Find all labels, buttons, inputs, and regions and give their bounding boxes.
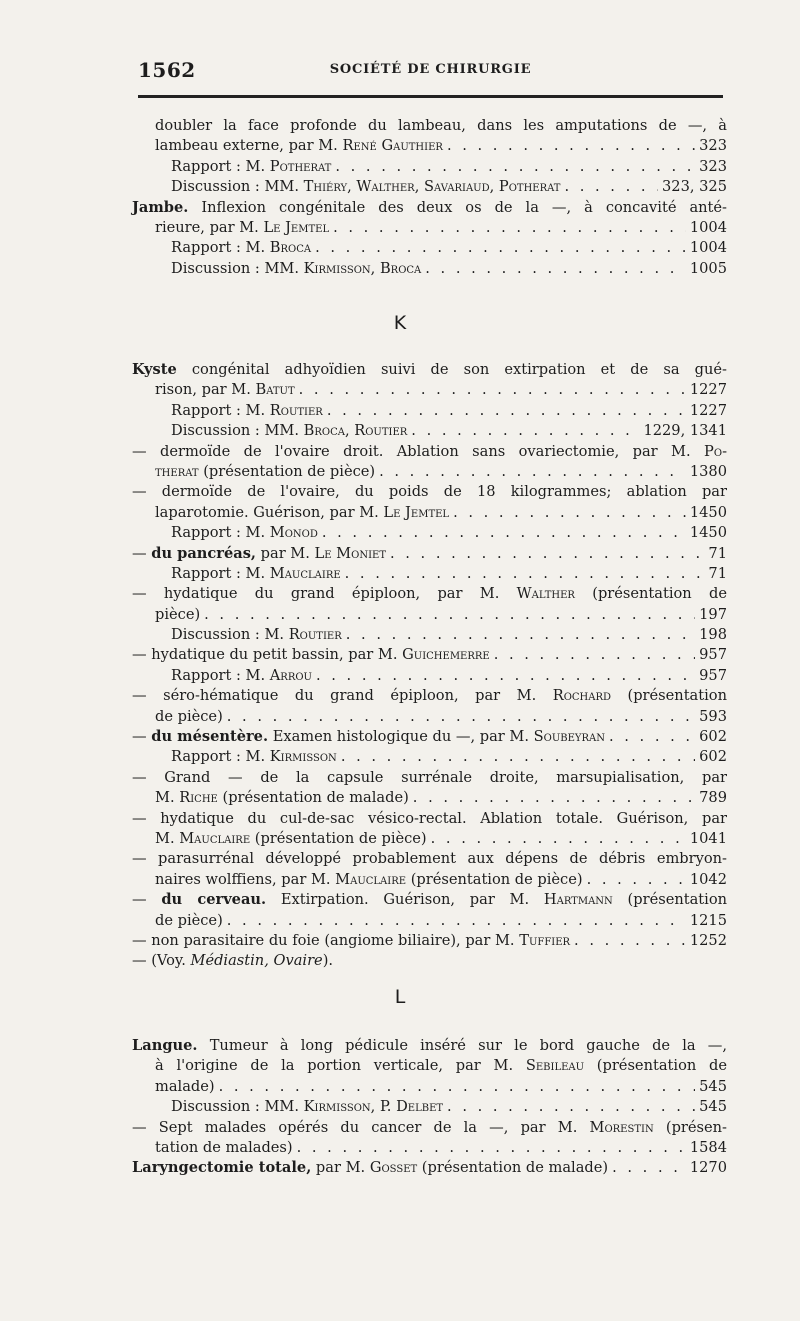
index-line	[132, 136, 727, 156]
author-name: Mauclaire	[269, 564, 341, 582]
leader-dots	[315, 238, 686, 258]
index-line-text	[171, 177, 560, 197]
page-reference: 1005	[689, 259, 727, 277]
index-line-text	[155, 1138, 293, 1158]
entry-text: Discussion : MM.	[171, 422, 304, 440]
index-line-text	[171, 259, 421, 279]
author-name: Guichemerre	[402, 646, 490, 664]
index-line-text	[132, 1158, 608, 1178]
page-reference: 545	[699, 1077, 727, 1095]
author-name: Potherat	[269, 157, 332, 175]
index-line	[132, 1077, 727, 1097]
page-header	[138, 58, 723, 86]
page-reference: 71	[708, 564, 727, 582]
entry-text: Rapport : M.	[171, 564, 270, 582]
index-line-text	[171, 1097, 443, 1117]
author-name: Walther	[516, 585, 575, 603]
entry-text: M.	[155, 829, 180, 847]
index-line	[132, 890, 727, 910]
index-line	[132, 727, 727, 747]
entry-text: Discussion : MM.	[171, 178, 304, 196]
leader-dots	[204, 605, 695, 625]
index-line	[132, 1118, 727, 1138]
page-number: 1562	[138, 58, 196, 82]
entry-text: tation de malades)	[155, 1138, 293, 1156]
leader-dots	[297, 1138, 686, 1158]
index-line-text	[155, 136, 443, 156]
page-reference: 323	[699, 157, 727, 175]
leader-dots	[609, 727, 695, 747]
entry-text: Rapport : M.	[171, 157, 270, 175]
page-reference: 1215	[689, 911, 727, 929]
index-line-text	[132, 361, 727, 378]
page-reference: 1229, 1341	[643, 422, 727, 440]
entry-text: (présentation de malade)	[217, 789, 409, 807]
leader-dots	[322, 523, 686, 543]
leader-dots	[587, 870, 686, 890]
page-reference: 1004	[689, 218, 727, 236]
entry-text: — dermoïde de l'ovaire, du poids de 18 kilogrammes; ablation par	[132, 483, 727, 501]
index-line-text	[155, 117, 727, 134]
author-name: Broca	[269, 239, 312, 257]
entry-text: Rapport : M.	[171, 239, 270, 257]
leader-dots	[431, 829, 686, 849]
index-line-text	[155, 503, 449, 523]
section-letter-l: L	[394, 986, 406, 1008]
author-name: Hartmann	[543, 891, 613, 909]
leader-dots	[447, 136, 695, 156]
author-name: Kirmisson, P. Delbet	[303, 1098, 444, 1116]
entry-text: Discussion : M.	[171, 626, 289, 644]
index-line-text	[171, 157, 331, 177]
entry-text: par M.	[311, 1159, 370, 1177]
index-line	[132, 544, 727, 564]
index-line-text	[171, 401, 323, 421]
entry-text: —	[132, 544, 152, 562]
author-name: Riche	[179, 789, 218, 807]
entry-text: (présentation	[612, 891, 728, 909]
entry-text: — Grand — de la capsule surrénale droite, marsupialisation, par	[132, 768, 727, 786]
entry-text: laparotomie. Guérison, par M.	[155, 503, 384, 521]
author-name: Broca, Routier	[303, 422, 408, 440]
author-name: Sebileau	[525, 1057, 585, 1075]
entry-text: — hydatique du grand épiploon, par M.	[132, 585, 517, 603]
index-line-text	[132, 769, 727, 786]
index-line-text	[155, 462, 375, 482]
author-name: Rochard	[552, 687, 612, 705]
entry-text: (présentation de pièce)	[250, 829, 427, 847]
entries-section-k	[132, 360, 727, 972]
index-line-text	[132, 1037, 727, 1054]
index-line	[132, 238, 727, 258]
index-line	[132, 768, 727, 788]
index-line	[132, 1056, 727, 1076]
entry-keyword: Laryngectomie totale,	[132, 1159, 312, 1177]
index-line-text	[155, 870, 583, 890]
entries-section-j	[132, 116, 727, 279]
index-line-text	[132, 931, 570, 951]
entry-text: (présentation de pièce)	[198, 462, 376, 480]
index-line-text	[132, 443, 727, 460]
entry-text: Rapport : M.	[171, 524, 270, 542]
entry-text: — dermoïde de l'ovaire droit. Ablation sans ovariectomie, par M.	[132, 442, 705, 460]
index-line	[132, 707, 727, 727]
author-name: Arrou	[269, 666, 312, 684]
leader-dots	[413, 788, 695, 808]
entry-text: — séro-hématique du grand épiploon, par M.	[132, 687, 553, 705]
index-line-text	[155, 605, 200, 625]
author-name: Thiéry, Walther, Savariaud, Potherat	[303, 178, 561, 196]
index-line-text	[132, 850, 727, 867]
entry-text: rison, par M.	[155, 381, 256, 399]
index-line	[132, 849, 727, 869]
entry-text: de pièce)	[155, 707, 223, 725]
entry-text: — hydatique du petit bassin, par M.	[132, 646, 403, 664]
index-line-text	[155, 707, 223, 727]
index-line-text	[132, 727, 605, 747]
entry-text: Extirpation. Guérison, par M.	[266, 891, 544, 909]
entry-text: ).	[322, 952, 334, 970]
entry-text: (présentation de	[584, 1057, 727, 1075]
page-reference: 1004	[689, 239, 727, 257]
index-line	[132, 666, 727, 686]
author-name: Batut	[255, 381, 295, 399]
index-line	[132, 259, 727, 279]
index-line	[132, 911, 727, 931]
author-name: René Gauthier	[342, 137, 443, 155]
index-line	[132, 1097, 727, 1117]
entry-text: — non parasitaire du foie (angiome biliaire), par M.	[132, 931, 520, 949]
entry-text: par M.	[256, 544, 315, 562]
page-reference: 593	[699, 707, 727, 725]
leader-dots	[379, 462, 686, 482]
index-line	[132, 747, 727, 767]
index-line-text	[171, 238, 311, 258]
author-name: Gosset	[369, 1159, 418, 1177]
index-line	[132, 1138, 727, 1158]
page-reference: 1450	[689, 503, 727, 521]
index-line-text	[132, 483, 727, 500]
index-line-text	[155, 218, 329, 238]
entry-text: (présentation de malade)	[417, 1159, 609, 1177]
index-line	[132, 809, 727, 829]
leader-dots	[333, 218, 686, 238]
index-line	[132, 686, 727, 706]
entry-text: malade)	[155, 1077, 215, 1095]
page-reference: 323	[699, 137, 727, 155]
index-line-text	[132, 1119, 727, 1136]
author-name: Tuffier	[519, 931, 571, 949]
leader-dots	[425, 259, 686, 279]
index-line	[132, 931, 727, 951]
entry-text: congénital adhyoïdien suivi de son extirpation et de sa gué-	[176, 361, 727, 378]
page-reference: 1380	[689, 462, 727, 480]
leader-dots	[564, 177, 658, 197]
entry-text: Inflexion congénitale des deux os de la —, à concavité anté-	[188, 198, 727, 216]
index-line	[132, 401, 727, 421]
author-name: Mauclaire	[335, 870, 407, 888]
index-line	[132, 421, 727, 441]
index-line-text	[132, 199, 727, 216]
index-line	[132, 462, 727, 482]
page-reference: 1227	[689, 381, 727, 399]
index-line	[132, 625, 727, 645]
author-name: Morestin	[589, 1118, 654, 1136]
author-name: Monod	[269, 524, 318, 542]
entry-text: lambeau externe, par M.	[155, 137, 343, 155]
entry-text: — (Voy.	[132, 952, 191, 970]
leader-dots	[390, 544, 704, 564]
page-reference: 957	[699, 666, 727, 684]
page-reference: 198	[699, 626, 727, 644]
page-reference: 1252	[689, 931, 727, 949]
page-reference: 957	[699, 646, 727, 664]
author-name: Po-	[704, 442, 727, 460]
index-line	[132, 870, 727, 890]
index-line-text	[155, 829, 427, 849]
index-line-text	[132, 687, 727, 704]
entry-keyword: Jambe.	[132, 198, 189, 216]
page-reference: 602	[699, 728, 727, 746]
page-reference: 789	[699, 789, 727, 807]
entry-text: Rapport : M.	[171, 748, 270, 766]
entry-text: de pièce)	[155, 911, 223, 929]
entry-text: — hydatique du cul-de-sac vésico-rectal. Ablation totale. Guérison, par	[132, 809, 727, 827]
leader-dots	[341, 747, 695, 767]
leader-dots	[227, 707, 695, 727]
index-line-text	[171, 523, 318, 543]
index-line	[132, 605, 727, 625]
index-line-text	[171, 666, 312, 686]
entry-text: (présentation de pièce)	[406, 870, 583, 888]
author-name: therat	[155, 462, 199, 480]
index-line	[132, 523, 727, 543]
page-reference: 71	[708, 544, 727, 562]
index-line	[132, 503, 727, 523]
author-name: Kirmisson, Broca	[303, 259, 422, 277]
entry-text: (présentation de	[574, 585, 727, 603]
entry-text: rieure, par M.	[155, 218, 264, 236]
page-reference: 602	[699, 748, 727, 766]
header-rule	[138, 95, 723, 98]
entry-keyword: du pancréas,	[151, 544, 257, 562]
author-name: Le Jemtel	[263, 218, 330, 236]
index-line	[132, 564, 727, 584]
entry-text: à l'origine de la portion verticale, par M.	[155, 1057, 526, 1075]
page-reference: 323, 325	[662, 178, 727, 196]
index-line	[132, 645, 727, 665]
entry-text: Rapport : M.	[171, 401, 270, 419]
leader-dots	[335, 157, 695, 177]
entries-section-l	[132, 1036, 727, 1179]
index-line	[132, 380, 727, 400]
index-line-text	[171, 747, 337, 767]
index-line-text	[155, 380, 295, 400]
index-line	[132, 360, 727, 380]
entry-text: —	[132, 728, 152, 746]
index-line-text	[132, 544, 386, 564]
author-name: Kirmisson	[269, 748, 337, 766]
index-line	[132, 442, 727, 462]
entry-text: naires wolffiens, par M.	[155, 870, 336, 888]
index-line	[132, 198, 727, 218]
entry-text: Discussion : MM.	[171, 259, 304, 277]
author-name: Le Moniet	[314, 544, 386, 562]
author-name: Routier	[269, 401, 323, 419]
section-letter-k: K	[393, 312, 407, 334]
index-line	[132, 177, 727, 197]
index-line-text	[132, 585, 727, 602]
page-reference: 1041	[689, 829, 727, 847]
index-line	[132, 1158, 727, 1178]
author-name: Routier	[288, 626, 342, 644]
entry-text: Médiastin, Ovaire	[190, 952, 323, 970]
entry-text: M.	[155, 789, 180, 807]
entry-text: (présen-	[653, 1118, 727, 1136]
index-line	[132, 157, 727, 177]
entry-text: (présentation	[611, 687, 727, 705]
index-line-text	[155, 1057, 727, 1074]
page-reference: 1450	[689, 524, 727, 542]
author-name: Soubeyran	[533, 728, 605, 746]
index-line-text	[132, 952, 333, 969]
leader-dots	[227, 911, 686, 931]
index-line-text	[132, 891, 727, 908]
leader-dots	[345, 564, 705, 584]
entry-text: Discussion : MM.	[171, 1098, 304, 1116]
index-line	[132, 788, 727, 808]
page-reference: 197	[699, 605, 727, 623]
index-line-text	[155, 1077, 215, 1097]
entry-text: Tumeur à long pédicule inséré sur le bord gauche de la —,	[197, 1037, 727, 1054]
author-name: Mauclaire	[179, 829, 251, 847]
leader-dots	[219, 1077, 696, 1097]
leader-dots	[346, 625, 695, 645]
index-line-text	[155, 911, 223, 931]
entry-keyword: du cerveau.	[161, 891, 267, 909]
running-title: SOCIÉTÉ DE CHIRURGIE	[329, 62, 532, 77]
index-line	[132, 482, 727, 502]
page-reference: 1042	[689, 870, 727, 888]
page-reference: 1584	[689, 1138, 727, 1156]
page-reference: 1227	[689, 401, 727, 419]
entry-keyword: du mésentère.	[151, 728, 269, 746]
index-line	[132, 116, 727, 136]
entry-text: — parasurrénal développé probablement aux dépens de débris embryon-	[132, 850, 727, 868]
index-line	[132, 951, 727, 971]
page-reference: 1270	[689, 1159, 727, 1177]
page-reference: 545	[699, 1098, 727, 1116]
leader-dots	[612, 1158, 686, 1178]
leader-dots	[453, 503, 686, 523]
leader-dots	[494, 645, 695, 665]
index-line-text	[171, 625, 342, 645]
index-line-text	[171, 564, 341, 584]
index-line	[132, 218, 727, 238]
leader-dots	[447, 1097, 695, 1117]
leader-dots	[316, 666, 695, 686]
index-line-text	[132, 810, 727, 827]
entry-keyword: Langue.	[132, 1037, 198, 1054]
entry-text: Examen histologique du —, par M.	[268, 728, 534, 746]
entry-text: —	[132, 891, 162, 909]
index-line	[132, 584, 727, 604]
author-name: Le Jemtel	[383, 503, 450, 521]
leader-dots	[327, 401, 686, 421]
index-line-text	[132, 645, 490, 665]
leader-dots	[299, 380, 686, 400]
leader-dots	[411, 421, 639, 441]
index-line-text	[171, 421, 407, 441]
leader-dots	[574, 931, 686, 951]
index-line-text	[155, 788, 409, 808]
index-line	[132, 829, 727, 849]
index-line	[132, 1036, 727, 1056]
entry-keyword: Kyste	[132, 361, 177, 378]
entry-text: — Sept malades opérés du cancer de la —, par M.	[132, 1118, 590, 1136]
entry-text: Rapport : M.	[171, 666, 270, 684]
entry-text: pièce)	[155, 605, 201, 623]
entry-text: doubler la face profonde du lambeau, dans les amputations de —, à	[155, 117, 727, 134]
